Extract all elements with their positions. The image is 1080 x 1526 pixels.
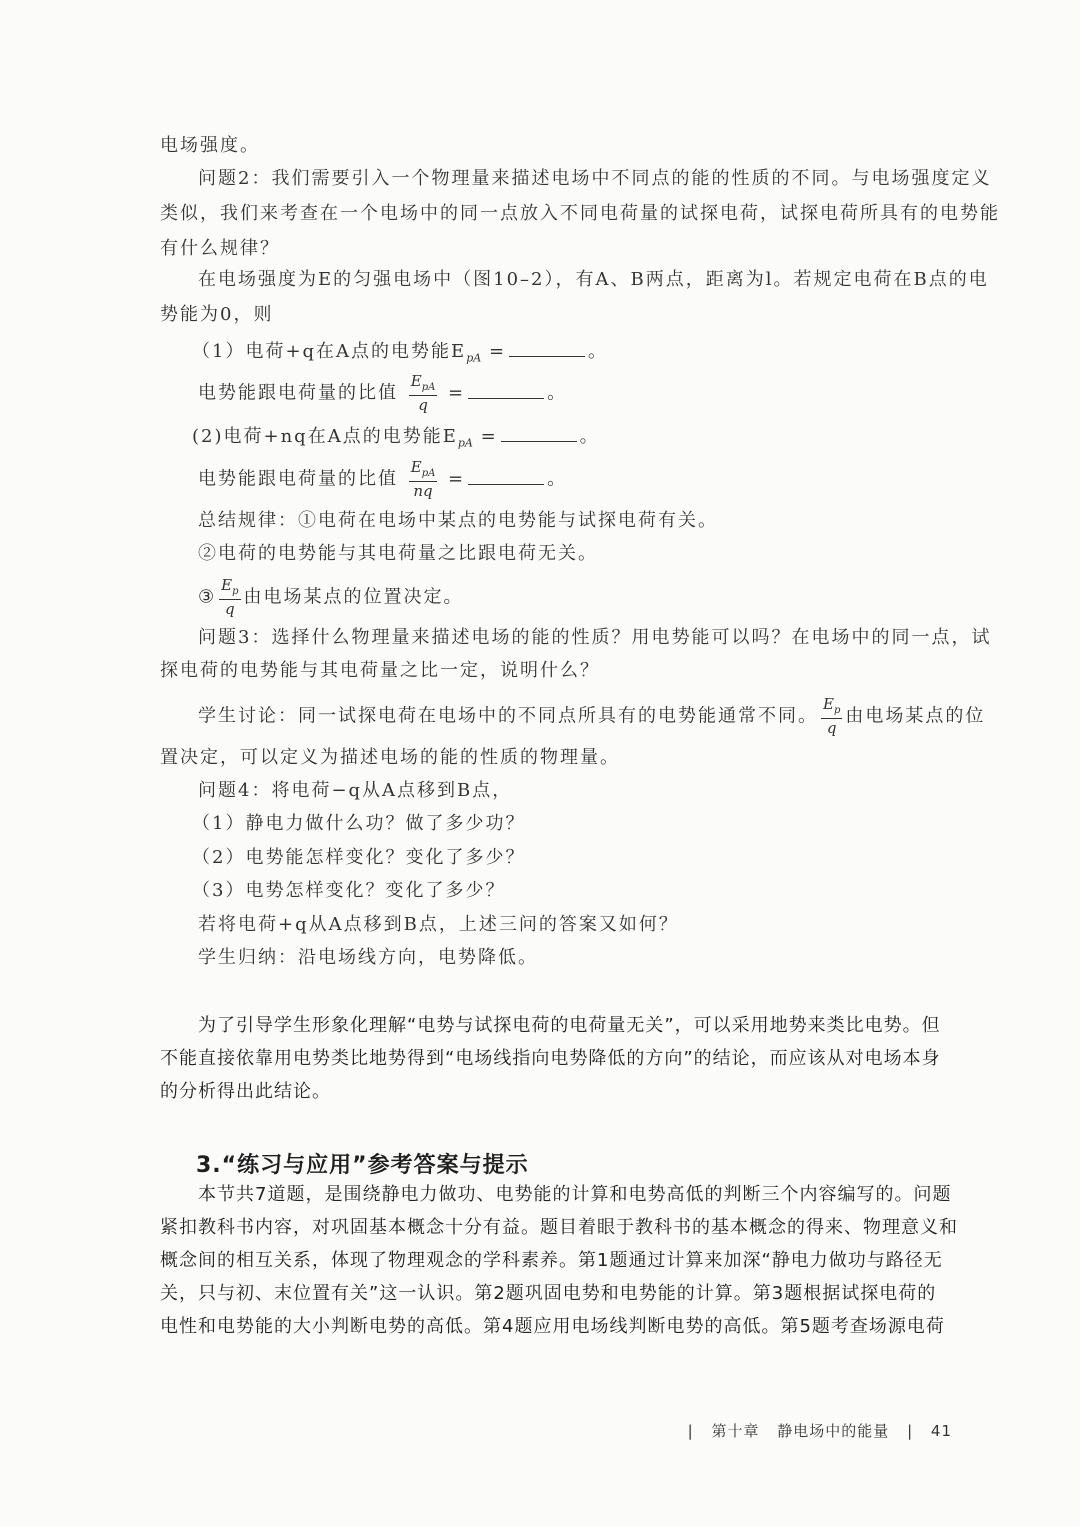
answer-blank	[509, 342, 585, 357]
section-heading: 3.“练习与应用”参考答案与提示	[196, 1153, 529, 1178]
fraction: $\frac{E_{pA}}{nq}$	[410, 458, 436, 500]
fraction: $\frac{E_p}{q}$	[823, 695, 841, 737]
question-1-line: （1）电荷+q在A点的电势能$E_{pA}$ = 。	[192, 341, 609, 365]
text-line: 电性和电势能的大小判断电势的高低。第4题应用电场线判断电势的高低。第5题考查场源电荷	[160, 1316, 945, 1337]
footer-chapter: 第十章	[711, 1422, 760, 1440]
text-line: 类似，我们来考查在一个电场中的同一点放入不同电荷量的试探电荷，试探电荷所具有的电势能	[160, 203, 1000, 224]
text-line: 总结规律：①电荷在电场中某点的电势能与试探电荷有关。	[198, 510, 718, 531]
text-line: 有什么规律？	[160, 238, 280, 259]
text-line: 问题2：我们需要引入一个物理量来描述电场中不同点的能的性质的不同。与电场强度定义	[198, 168, 992, 189]
text-line: 的分析得出此结论。	[160, 1081, 331, 1102]
text-line: （2）电势能怎样变化？变化了多少？	[192, 847, 526, 868]
text-line: 紧扣教科书内容，对巩固基本概念十分有益。题目着眼于教科书的基本概念的得来、物理意义和	[160, 1217, 958, 1238]
ratio-line-2: 电势能跟电荷量的比值 $\frac{E_{pA}}{nq}$ = 。	[198, 458, 568, 500]
text-line: 在电场强度为E的匀强电场中（图10–2），有A、B两点，距离为l。若规定电荷在B点的电	[198, 269, 989, 290]
text-line: 关，只与初、末位置有关”这一认识。第2题巩固电势和电势能的计算。第3题根据试探电荷的	[160, 1283, 937, 1304]
page-number: 41	[930, 1422, 952, 1440]
text-line: 概念间的相互关系，体现了物理观念的学科素养。第1题通过计算来加深“静电力做功与路径无	[160, 1250, 943, 1271]
footer-separator: |	[687, 1422, 694, 1440]
text-line: （3）电势怎样变化？变化了多少？	[192, 880, 506, 901]
text-line: 置决定，可以定义为描述电场的能的性质的物理量。	[160, 747, 620, 768]
rule-3-line: ③ $\frac{E_p}{q}$ 由电场某点的位置决定。	[198, 576, 464, 618]
text-line: 若将电荷+q从A点移到B点，上述三问的答案又如何？	[198, 914, 679, 935]
text-line: ②电荷的电势能与其电荷量之比跟电荷无关。	[198, 543, 598, 564]
fraction: $\frac{E_{pA}}{q}$	[410, 372, 436, 414]
text-line: 本节共7道题，是围绕静电力做功、电势能的计算和电势高低的判断三个内容编写的。问题	[198, 1184, 952, 1205]
footer-chapter-title: 静电场中的能量	[777, 1422, 890, 1440]
question-2-line: (2)电荷+nq在A点的电势能$E_{pA}$ = 。	[192, 426, 600, 450]
text-line: 势能为0，则	[160, 304, 274, 325]
ratio-line-1: 电势能跟电荷量的比值 $\frac{E_{pA}}{q}$ = 。	[198, 372, 568, 414]
text-line: 电场强度。	[160, 135, 260, 156]
text-line: 问题4：将电荷−q从A点移到B点，	[198, 780, 513, 801]
answer-blank	[501, 427, 577, 442]
discussion-line: 学生讨论：同一试探电荷在电场中的不同点所具有的电势能通常不同。 $\frac{E_p}{q}$ 由电场某点的位	[198, 695, 986, 737]
answer-blank	[468, 470, 544, 485]
text-line: 不能直接依靠用电势类比地势得到“电场线指向电势降低的方向”的结论，而应该从对电场本身	[160, 1048, 941, 1069]
answer-blank	[468, 384, 544, 399]
text-line: （1）静电力做什么功？做了多少功？	[192, 813, 526, 834]
footer-separator: |	[907, 1422, 914, 1440]
text-line: 问题3：选择什么物理量来描述电场的能的性质？用电势能可以吗？在电场中的同一点，试	[198, 627, 992, 648]
page-footer	[682, 1420, 958, 1441]
text-line: 为了引导学生形象化理解“电势与试探电荷的电荷量无关”，可以采用地势来类比电势。但	[198, 1015, 941, 1036]
fraction: $\frac{E_p}{q}$	[221, 576, 239, 618]
text-line: 学生归纳：沿电场线方向，电势降低。	[198, 947, 538, 968]
text-line: 探电荷的电势能与其电荷量之比一定，说明什么？	[160, 660, 600, 681]
